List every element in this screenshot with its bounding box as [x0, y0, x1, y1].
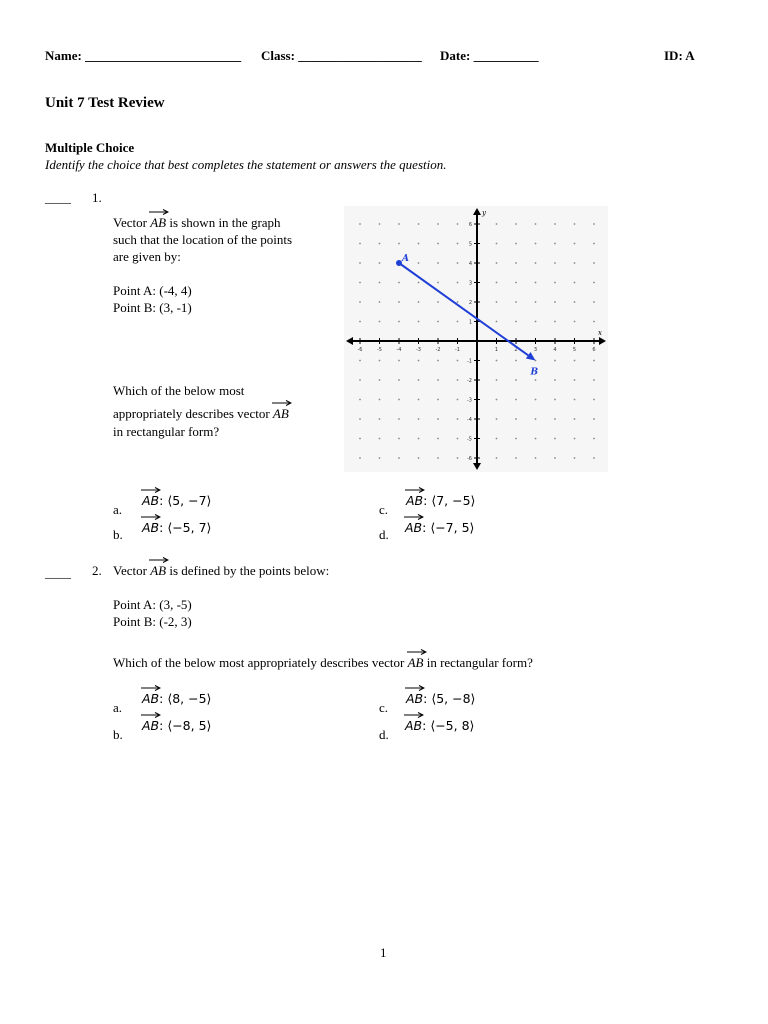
x-tick-label: 3: [533, 347, 538, 353]
q2-choice-c-letter: c.: [379, 700, 389, 715]
q2-point-a: Point A: (3, -5): [113, 597, 192, 612]
grid-dot: [398, 360, 400, 362]
q1-choice-c[interactable]: AB : ⟨7, −5⟩: [406, 493, 475, 508]
grid-dot: [437, 282, 439, 284]
grid-dot: [515, 457, 517, 459]
grid-dot: [535, 438, 537, 440]
q1-question-line1: Which of the below most: [113, 383, 245, 398]
grid-dot: [437, 418, 439, 420]
grid-dot: [535, 321, 537, 323]
grid-dot: [554, 262, 556, 264]
grid-dot: [359, 438, 361, 440]
grid-dot: [379, 321, 381, 323]
grid-dot: [515, 301, 517, 303]
q1-text-line1: Vector AB is shown in the graph: [113, 215, 281, 231]
grid-dot: [379, 301, 381, 303]
grid-dot: [515, 321, 517, 323]
vector-ab-symbol: AB: [150, 563, 166, 579]
grid-dot: [574, 243, 576, 245]
name-field-label: Name: ________________________: [45, 48, 242, 63]
section-heading: Multiple Choice: [45, 140, 135, 155]
q2-choice-a-letter: a.: [113, 700, 123, 715]
grid-dot: [593, 243, 595, 245]
grid-dot: [515, 223, 517, 225]
x-tick-label: -6: [357, 347, 363, 353]
grid-dot: [418, 418, 420, 420]
y-tick-label: -6: [467, 456, 472, 462]
grid-dot: [379, 457, 381, 459]
q1-choice-a-letter: a.: [113, 502, 123, 517]
grid-dot: [379, 360, 381, 362]
q1-text-line3: are given by:: [113, 249, 181, 264]
q2-number: 2.: [92, 563, 102, 578]
grid-dot: [593, 399, 595, 401]
grid-dot: [535, 399, 537, 401]
grid-dot: [554, 399, 556, 401]
q2-answer-blank: ____: [45, 565, 71, 580]
grid-dot: [496, 262, 498, 264]
grid-dot: [554, 301, 556, 303]
grid-dot: [359, 282, 361, 284]
vector-ab-symbol: AB: [408, 655, 424, 671]
q2-point-b: Point B: (-2, 3): [113, 614, 192, 629]
grid-dot: [574, 438, 576, 440]
grid-dot: [496, 282, 498, 284]
x-tick-label: 6: [592, 347, 596, 353]
grid-dot: [496, 360, 498, 362]
y-tick-label: 5: [468, 241, 472, 248]
grid-dot: [593, 282, 595, 284]
grid-dot: [554, 360, 556, 362]
class-field-label: Class: ___________________: [261, 48, 422, 63]
grid-dot: [398, 223, 400, 225]
q2-choice-d[interactable]: AB : ⟨−5, 8⟩: [405, 718, 474, 733]
grid-dot: [437, 457, 439, 459]
grid-dot: [379, 379, 381, 381]
grid-dot: [379, 438, 381, 440]
q1-point-a: Point A: (-4, 4): [113, 283, 192, 298]
x-tick-label: -1: [455, 347, 460, 353]
grid-dot: [554, 438, 556, 440]
x-tick-label: 1: [494, 347, 499, 353]
grid-dot: [593, 321, 595, 323]
grid-dot: [574, 418, 576, 420]
grid-dot: [535, 223, 537, 225]
q1-choice-b[interactable]: AB : ⟨−5, 7⟩: [142, 520, 211, 535]
grid-dot: [418, 321, 420, 323]
grid-dot: [457, 262, 459, 264]
grid-dot: [457, 301, 459, 303]
grid-dot: [574, 262, 576, 264]
grid-dot: [496, 457, 498, 459]
x-tick-label: 4: [553, 347, 557, 353]
grid-dot: [496, 321, 498, 323]
grid-dot: [593, 223, 595, 225]
grid-dot: [515, 360, 517, 362]
grid-dot: [593, 438, 595, 440]
grid-dot: [457, 418, 459, 420]
y-tick-label: -5: [467, 436, 472, 443]
x-axis-label: x: [598, 329, 602, 337]
grid-dot: [457, 360, 459, 362]
grid-dot: [457, 438, 459, 440]
grid-dot: [359, 418, 361, 420]
y-tick-label: 3: [468, 280, 472, 287]
grid-dot: [418, 223, 420, 225]
grid-dot: [554, 243, 556, 245]
q1-choice-d-letter: d.: [379, 527, 389, 542]
grid-dot: [496, 243, 498, 245]
q1-answer-blank: ____: [45, 190, 71, 205]
q1-point-b: Point B: (3, -1): [113, 300, 192, 315]
grid-dot: [593, 301, 595, 303]
grid-dot: [554, 321, 556, 323]
x-tick-label: -4: [396, 347, 402, 353]
grid-dot: [554, 282, 556, 284]
grid-dot: [535, 243, 537, 245]
grid-dot: [359, 223, 361, 225]
grid-dot: [437, 243, 439, 245]
grid-dot: [379, 262, 381, 264]
y-tick-label: 2: [468, 300, 472, 306]
grid-dot: [437, 360, 439, 362]
q2-choice-c[interactable]: AB : ⟨5, −8⟩: [406, 691, 475, 706]
grid-dot: [398, 282, 400, 284]
q1-choice-b-letter: b.: [113, 527, 123, 542]
y-tick-label: -2: [467, 378, 472, 384]
grid-dot: [379, 399, 381, 401]
grid-dot: [496, 399, 498, 401]
grid-dot: [418, 399, 420, 401]
grid-dot: [398, 301, 400, 303]
grid-dot: [359, 243, 361, 245]
grid-dot: [515, 379, 517, 381]
grid-dot: [574, 379, 576, 381]
y-tick-label: -4: [467, 417, 472, 423]
y-tick-label: 4: [468, 261, 472, 267]
grid-dot: [554, 418, 556, 420]
grid-dot: [593, 379, 595, 381]
grid-dot: [359, 262, 361, 264]
grid-dot: [515, 438, 517, 440]
grid-dot: [574, 457, 576, 459]
vector-ab-symbol: AB: [273, 406, 289, 422]
grid-dot: [535, 301, 537, 303]
grid-dot: [398, 379, 400, 381]
grid-dot: [359, 321, 361, 323]
q1-text-line2: such that the location of the points: [113, 232, 293, 247]
vector-ab-symbol: AB: [150, 215, 166, 231]
grid-dot: [515, 282, 517, 284]
grid-dot: [398, 399, 400, 401]
grid-dot: [496, 418, 498, 420]
grid-dot: [437, 262, 439, 264]
grid-dot: [535, 282, 537, 284]
grid-dot: [496, 301, 498, 303]
q2-choice-b-letter: b.: [113, 727, 123, 742]
grid-dot: [535, 418, 537, 420]
grid-dot: [457, 457, 459, 459]
grid-dot: [574, 282, 576, 284]
grid-dot: [535, 379, 537, 381]
y-tick-label: 1: [468, 319, 472, 326]
id-label: ID: A: [664, 48, 695, 63]
q1-choice-c-letter: c.: [379, 502, 389, 517]
grid-dot: [515, 418, 517, 420]
grid-dot: [359, 301, 361, 303]
grid-dot: [437, 301, 439, 303]
y-tick-label: 6: [468, 222, 472, 228]
grid-dot: [379, 223, 381, 225]
y-tick-label: -3: [467, 397, 472, 404]
grid-dot: [359, 399, 361, 401]
q2-text-line1: Vector AB is defined by the points below:: [113, 563, 329, 579]
grid-dot: [496, 438, 498, 440]
x-tick-label: -5: [377, 347, 382, 353]
date-field-label: Date: __________: [440, 48, 539, 63]
q1-number: 1.: [92, 190, 102, 205]
grid-dot: [593, 418, 595, 420]
grid-dot: [379, 243, 381, 245]
grid-dot: [359, 379, 361, 381]
q1-question-line2: appropriately describes vector AB: [113, 406, 289, 422]
grid-dot: [515, 399, 517, 401]
grid-dot: [437, 379, 439, 381]
grid-dot: [437, 399, 439, 401]
grid-dot: [437, 321, 439, 323]
grid-dot: [418, 301, 420, 303]
q2-choice-d-letter: d.: [379, 727, 389, 742]
page-number: 1: [380, 945, 387, 960]
grid-dot: [418, 243, 420, 245]
point-a-label: A: [402, 254, 409, 264]
grid-dot: [535, 457, 537, 459]
grid-dot: [593, 360, 595, 362]
y-tick-label: -1: [467, 358, 472, 365]
grid-dot: [554, 223, 556, 225]
q1-choice-a[interactable]: AB : ⟨5, −7⟩: [142, 493, 211, 508]
page-title: Unit 7 Test Review: [45, 95, 165, 111]
section-instructions: Identify the choice that best completes the statement or answers the question.: [45, 157, 447, 172]
grid-dot: [437, 438, 439, 440]
grid-dot: [398, 438, 400, 440]
grid-dot: [418, 360, 420, 362]
grid-dot: [593, 262, 595, 264]
x-tick-label: -2: [435, 347, 441, 353]
grid-dot: [379, 418, 381, 420]
grid-dot: [418, 438, 420, 440]
grid-dot: [574, 321, 576, 323]
q1-choice-d[interactable]: AB : ⟨−7, 5⟩: [405, 520, 474, 535]
grid-dot: [379, 282, 381, 284]
grid-dot: [418, 457, 420, 459]
x-tick-label: -3: [416, 347, 421, 353]
grid-dot: [535, 262, 537, 264]
grid-dot: [457, 243, 459, 245]
grid-dot: [574, 360, 576, 362]
grid-dot: [359, 360, 361, 362]
grid-dot: [398, 243, 400, 245]
grid-dot: [496, 379, 498, 381]
q1-coordinate-graph: [344, 206, 608, 472]
grid-dot: [418, 282, 420, 284]
grid-dot: [398, 418, 400, 420]
q2-choice-a[interactable]: AB : ⟨8, −5⟩: [142, 691, 211, 706]
x-tick-label: 2: [514, 347, 518, 353]
grid-dot: [554, 379, 556, 381]
grid-dot: [418, 262, 420, 264]
point-b-label: B: [530, 367, 539, 378]
grid-dot: [457, 321, 459, 323]
q2-choice-b[interactable]: AB : ⟨−8, 5⟩: [142, 718, 211, 733]
grid-dot: [574, 223, 576, 225]
grid-dot: [359, 457, 361, 459]
grid-dot: [398, 457, 400, 459]
grid-dot: [457, 379, 459, 381]
q2-question: Which of the below most appropriately describes vector AB in rectangular form?: [113, 655, 533, 671]
grid-dot: [437, 223, 439, 225]
grid-dot: [554, 457, 556, 459]
grid-dot: [574, 399, 576, 401]
grid-dot: [398, 321, 400, 323]
x-tick-label: 5: [572, 347, 577, 353]
grid-dot: [515, 262, 517, 264]
grid-dot: [574, 301, 576, 303]
grid-dot: [515, 243, 517, 245]
grid-dot: [418, 379, 420, 381]
grid-dot: [496, 223, 498, 225]
grid-dot: [457, 399, 459, 401]
grid-dot: [457, 282, 459, 284]
grid-dot: [457, 223, 459, 225]
y-axis-label: y: [482, 209, 486, 217]
grid-dot: [593, 457, 595, 459]
q1-question-line3: in rectangular form?: [113, 424, 220, 439]
